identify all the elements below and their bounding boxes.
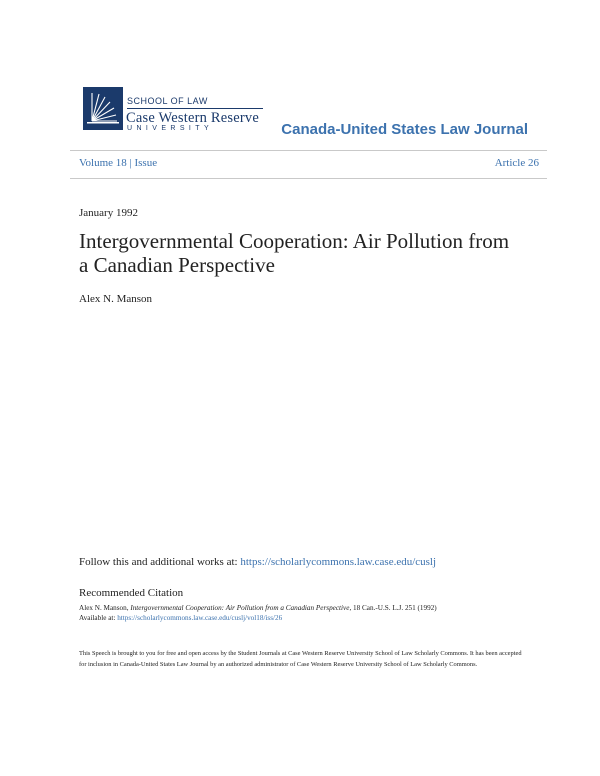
citation-title: Intergovernmental Cooperation: Air Pollution from a Canadian Perspective bbox=[130, 604, 350, 612]
logo-divider bbox=[127, 108, 263, 109]
publication-date: January 1992 bbox=[79, 207, 138, 219]
citation-source: , 18 Can.-U.S. L.J. 251 (1992) bbox=[349, 604, 437, 612]
available-label: Available at: bbox=[79, 614, 118, 622]
available-url[interactable]: https://scholarlycommons.law.case.edu/cuslj/vol18/iss/26 bbox=[117, 614, 283, 622]
journal-title[interactable]: Canada-United States Law Journal bbox=[281, 121, 528, 138]
article-link[interactable]: Article 26 bbox=[494, 157, 539, 169]
header-divider-top bbox=[70, 150, 547, 151]
header-divider-bottom bbox=[70, 178, 547, 179]
follow-line bbox=[79, 556, 436, 568]
paper-title: Intergovernmental Cooperation: Air Pollution from a Canadian Perspective bbox=[79, 229, 510, 277]
university-logo-emblem bbox=[83, 87, 123, 130]
school-of-law-label: SCHOOL OF LAW bbox=[127, 96, 208, 106]
volume-link[interactable]: Volume 18 | Issue bbox=[79, 157, 158, 169]
open-access-notice: This Speech is brought to you for free and open access by the Student Journals at Case Western Reserve University School of Law Scholarly Commons. It has been accepted for inclusion in Canada-United States Law Journal by an authorized administrator of Case Western Reserve University School of Law Scholarly Commons. bbox=[79, 650, 522, 668]
citation-text bbox=[79, 603, 437, 614]
citation-author: Alex N. Manson, bbox=[79, 604, 131, 612]
paper-author: Alex N. Manson bbox=[79, 293, 153, 305]
institution-name: Case Western Reserve bbox=[126, 110, 260, 126]
availability-line bbox=[79, 614, 282, 622]
recommended-citation-heading: Recommended Citation bbox=[79, 587, 184, 599]
collection-link[interactable]: https://scholarlycommons.law.case.edu/cuslj bbox=[240, 556, 437, 568]
follow-text: Follow this and additional works at: bbox=[79, 556, 241, 568]
university-label: UNIVERSITY bbox=[127, 125, 214, 132]
